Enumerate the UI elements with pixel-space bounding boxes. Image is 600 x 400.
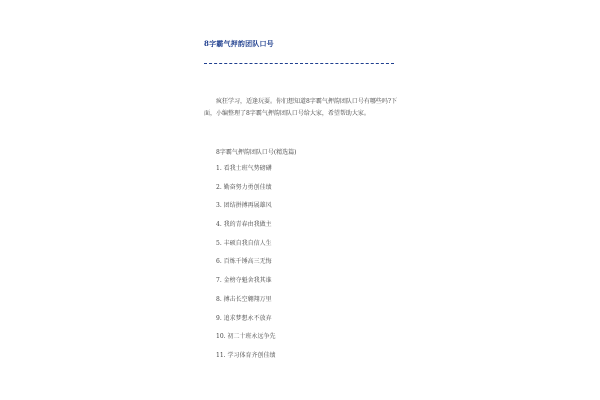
list-item: 8. 搏击长空翱翔万里 [216, 295, 272, 303]
document-title: 8字霸气押韵团队口号 [204, 39, 274, 48]
slogan-list [216, 165, 275, 371]
list-item: 6. 百炼千锤高三无悔 [216, 258, 272, 266]
list-item: 2. 勤奋努力勇创佳绩 [216, 183, 272, 191]
intro-paragraph: 疯狂学习，适逢玩耍。你们想知道8字霸气押韵团队口号有哪些吗?下面，小编整理了8字霸气押韵团队口号给大家，希望帮助大家。 [204, 98, 398, 117]
list-item: 11. 学习体育齐创佳绩 [216, 351, 276, 359]
list-item: 10. 初二十班永远争先 [216, 333, 276, 341]
list-item: 5. 丰硕自我自信人生 [216, 239, 272, 247]
title-divider [204, 63, 394, 64]
list-item: 7. 金榜夺魁舍我其谁 [216, 277, 272, 285]
list-item: 4. 我的青春由我做主 [216, 221, 272, 229]
list-item: 9. 追求梦想永不放弃 [216, 314, 272, 322]
list-item: 3. 团结拼搏再展雄风 [216, 202, 272, 210]
list-item: 1. 看我士班气势磅礴 [216, 165, 272, 172]
section-heading: 8字霸气押韵团队口号(精选篇) [216, 149, 297, 156]
